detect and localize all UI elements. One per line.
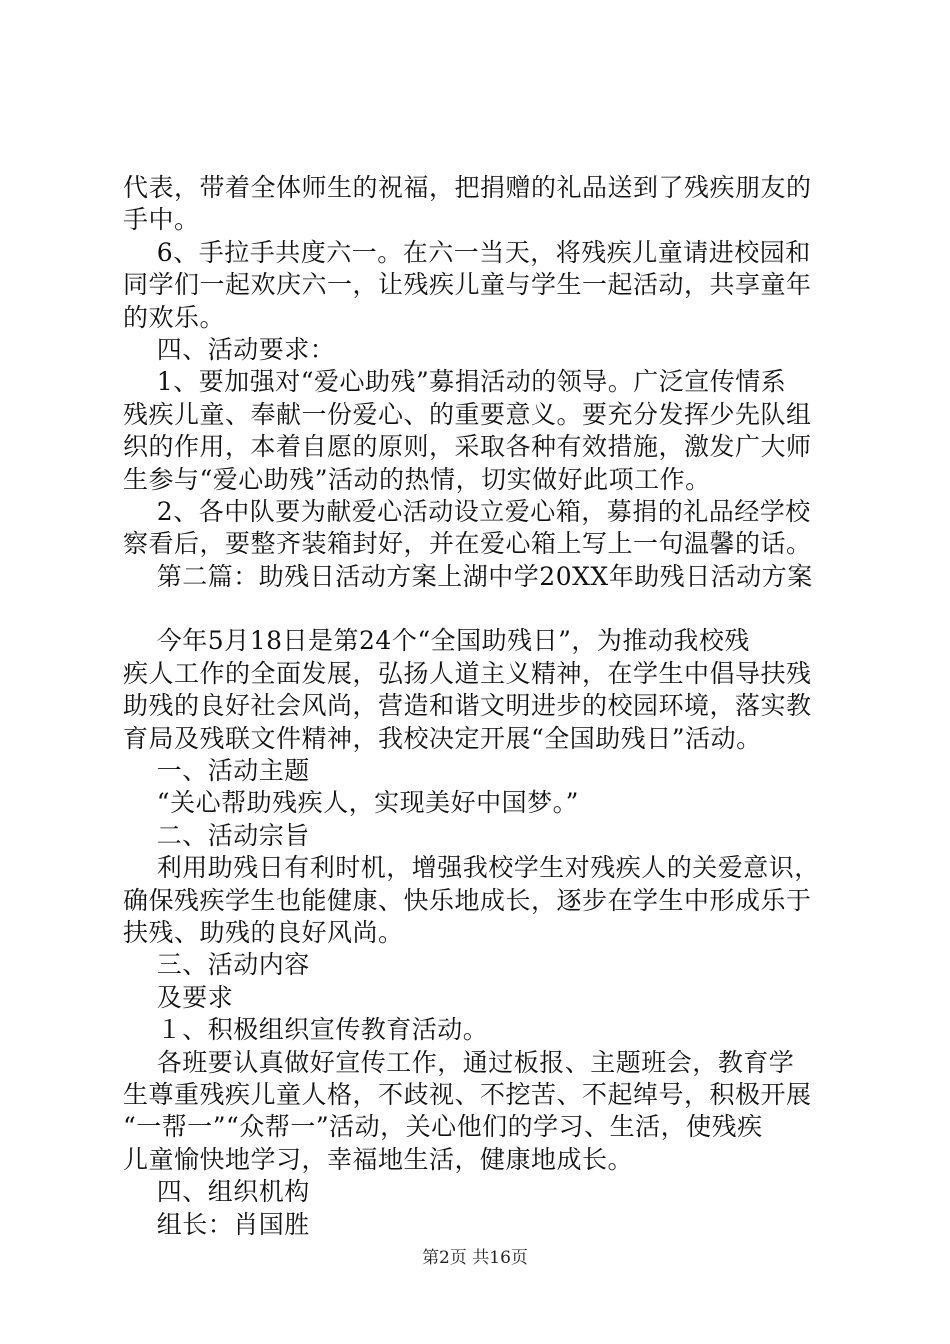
page-number-footer: 第2页 共16页: [422, 1248, 528, 1268]
text-line: １、积极组织宣传教育活动。: [123, 1015, 489, 1045]
section-heading: 三、活动内容: [123, 950, 310, 980]
text-line: 代表，带着全体师生的祝福，把捐赠的礼品送到了残疾朋友的: [123, 173, 812, 202]
text-line: 各班要认真做好宣传工作，通过板报、主题班会，教育学: [123, 1047, 795, 1077]
text-line: “一帮一”“众帮一”活动，关心他们的学习、生活，使残疾: [123, 1112, 763, 1142]
text-line: 的欢乐。: [123, 302, 226, 332]
text-line: 儿童愉快地学习，幸福地生活，健康地成长。: [123, 1144, 634, 1174]
section-heading: 一、活动主题: [123, 756, 310, 786]
text-line: 手中。: [123, 205, 200, 235]
body-text: [123, 172, 843, 1241]
section-heading: 二、活动宗旨: [123, 820, 310, 850]
section-heading: 及要求: [123, 982, 234, 1012]
chapter-title: 第二篇：助残日活动方案上湖中学20XX年助残日活动方案: [123, 561, 813, 591]
text-line: 1、要加强对“爱心助残”募捐活动的领导。广泛宣传情系: [123, 367, 787, 397]
text-line: 同学们一起欢庆六一，让残疾儿童与学生一起活动，共享童年: [123, 270, 812, 300]
text-line: 确保残疾学生也能健康、快乐地成长，逐步在学生中形成乐于: [123, 885, 812, 915]
text-line: 生尊重残疾儿童人格，不歧视、不挖苦、不起绰号，积极开展: [123, 1079, 812, 1109]
section-heading: 四、活动要求：: [123, 334, 336, 364]
blank-line: [123, 593, 843, 625]
text-line: 织的作用，本着自愿的原则，采取各种有效措施，激发广大师: [123, 432, 812, 462]
text-line: 今年5月18日是第24个“全国助残日”，为推动我校残: [123, 626, 750, 656]
text-line: 察看后，要整齐装箱封好，并在爱心箱上写上一句温馨的话。: [123, 529, 812, 559]
text-line: 生参与“爱心助残”活动的热情，切实做好此项工作。: [123, 464, 711, 494]
section-heading: 四、组织机构: [123, 1177, 310, 1207]
text-line: 利用助残日有利时机，增强我校学生对残疾人的关爱意识，: [123, 853, 820, 883]
text-line: 育局及残联文件精神，我校决定开展“全国助残日”活动。: [123, 723, 762, 753]
text-line: 助残的良好社会风尚，营造和谐文明进步的校园环境，落实教: [123, 691, 812, 721]
text-line: 疾人工作的全面发展，弘扬人道主义精神，在学生中倡导扶残: [123, 658, 812, 688]
text-line: 2、各中队要为献爱心活动设立爱心箱，募捐的礼品经学校: [123, 496, 811, 526]
text-line: 扶残、助残的良好风尚。: [123, 917, 404, 947]
text-line: 组长：肖国胜: [123, 1209, 310, 1239]
text-line: 6、手拉手共度六一。在六一当天，将残疾儿童请进校园和: [123, 237, 811, 267]
text-line: “关心帮助残疾人，实现美好中国梦。”: [123, 788, 579, 818]
text-line: 残疾儿童、奉献一份爱心、的重要意义。要充分发挥少先队组: [123, 399, 812, 429]
